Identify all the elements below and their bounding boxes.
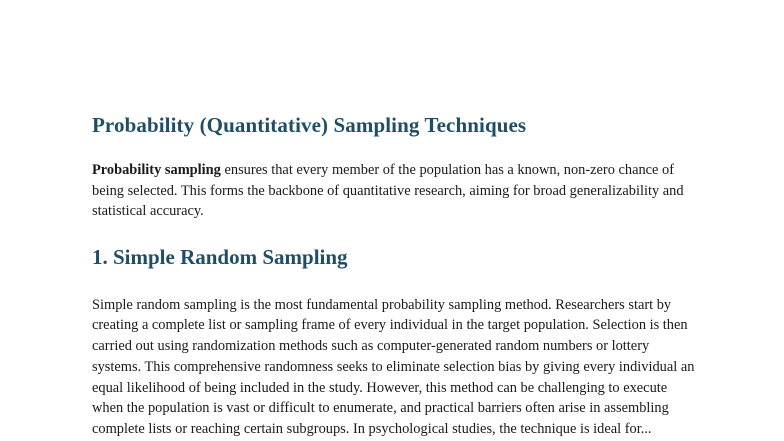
intro-paragraph (92, 160, 698, 222)
document-content (92, 110, 698, 440)
section-heading-simple-random-sampling: 1. Simple Random Sampling (92, 244, 348, 269)
intro-text: ensures that every member of the population has a known, non-zero chance of being selected. This forms the backbone of quantitative research, aiming for broad generalizability and statistical accuracy. (92, 162, 684, 219)
section-body-simple-random-sampling: Simple random sampling is the most fundamental probability sampling method. Researchers start by creating a complete list or sampling frame of every individual in the target population. Selection is then carried out using randomization methods such as computer-generated random numbers or lottery systems. This comprehensive randomness seeks to eliminate selection bias by giving every individual an equal likelihood of being included in the study. However, this method can be challenging to execute when the population is vast or difficult to enumerate, and practical barriers often arise in assembling complete lists or reaching certain subgroups. In psychological studies, the technique is ideal for... (92, 296, 695, 438)
intro-bold-term: Probability sampling (92, 162, 221, 178)
page-title: Probability (Quantitative) Sampling Techniques (92, 113, 527, 137)
